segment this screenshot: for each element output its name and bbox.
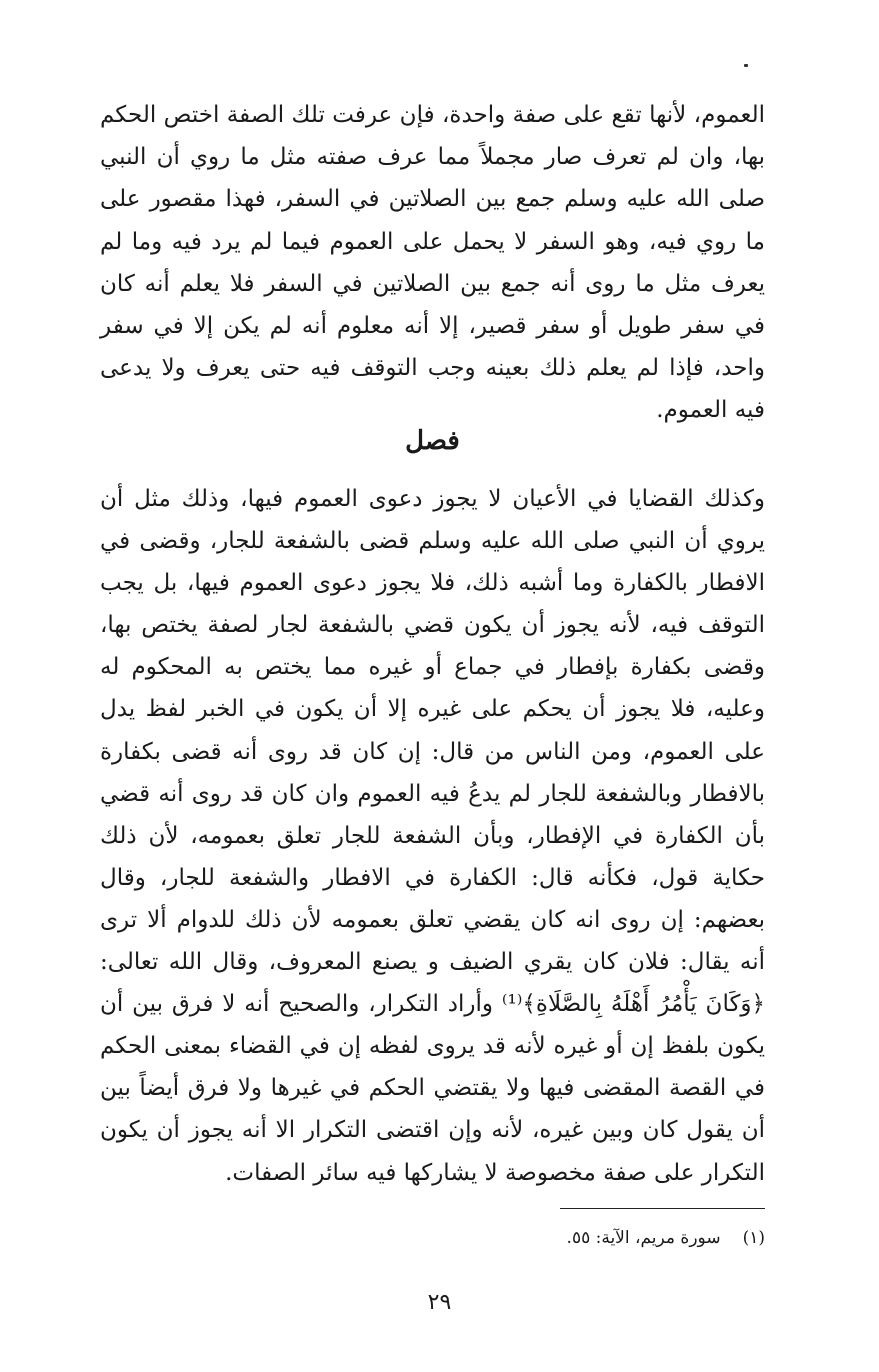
footnote-divider bbox=[560, 1208, 765, 1209]
footnote-text: سورة مريم، الآية: ٥٥. bbox=[566, 1228, 721, 1248]
page-number: ٢٩ bbox=[427, 1290, 452, 1315]
footnote-number: (١) bbox=[742, 1228, 765, 1248]
paragraph-2: وكذلك القضايا في الأعيان لا يجوز دعوى العموم فيها، وذلك مثل أن يروي أن النبي صلى الله عليه وسلم قضى بالشفعة للجار، وقضى في الافطار بالكفارة وما أشبه ذلك، فلا يجوز دعوى العموم فيها، بل يجب التوقف فيه، لأنه يجوز أن يكون قضي بالشفعة لجار لصفة يختص بها، وقضى بكفارة بإفطار في جماع أو غيره مما يختص به المحكوم له وعليه، فلا يجوز أن يحكم على غيره إلا أن يكون في الخبر لفظ يدل على العموم، ومن الناس من قال: إن كان قد روى أنه قضى بكفارة بالافطار وبالشفعة للجار لم يدعُ فيه العموم وان كان قد روى أنه قضي بأن الكفارة في الإفطار، وبأن الشفعة للجار تعلق بعمومه، لأن ذلك حكاية قول، فكأنه قال: الكفارة في الافطار والشفعة للجار، وقال بعضهم: إن روى انه كان يقضي تعلق بعمومه لأن ذلك للدوام ألا ترى أنه يقال: فلان كان يقري الضيف و يصنع المعروف، وقال الله تعالى: ﴿وَكَانَ يَأْمُرُ أَهْلَهُ بِالصَّلَاةِ﴾⁽¹⁾ وأراد التكرار، والصحيح أنه لا فرق بين أن يكون بلفظ إن أو غيره لأنه قد يروى لفظه إن في القضاء بمعنى الحكم في القصة المقضى فيها ولا يقتضي الحكم في غيرها ولا فرق أيضاً بين أن يقول كان وبين غيره، لأنه وإن اقتضى التكرار الا أنه يجوز أن يكون التكرار على صفة مخصوصة لا يشاركها فيه سائر الصفات. bbox=[100, 486, 765, 1186]
print-speck bbox=[744, 64, 748, 67]
paragraph-1: العموم، لأنها تقع على صفة واحدة، فإن عرفت تلك الصفة اختص الحكم بها، وان لم تعرف صار مجملاً مما عرف صفته مثل ما روي أن النبي صلى الله عليه وسلم جمع بين الصلاتين في السفر، فهذا مقصور على ما روي فيه، وهو السفر لا يحمل على العموم فيما لم يرد فيه وما لم يعرف مثل ما روى أنه جمع بين الصلاتين في السفر فلا يعلم أنه كان في سفر طويل أو سفر قصير، إلا أنه معلوم أنه لم يكن إلا في سفر واحد، فإذا لم يعلم ذلك بعينه وجب التوقف فيه حتى يعرف ولا يدعى فيه العموم. bbox=[100, 102, 765, 424]
section-heading: فصل bbox=[405, 426, 460, 456]
footnote bbox=[567, 1228, 765, 1248]
